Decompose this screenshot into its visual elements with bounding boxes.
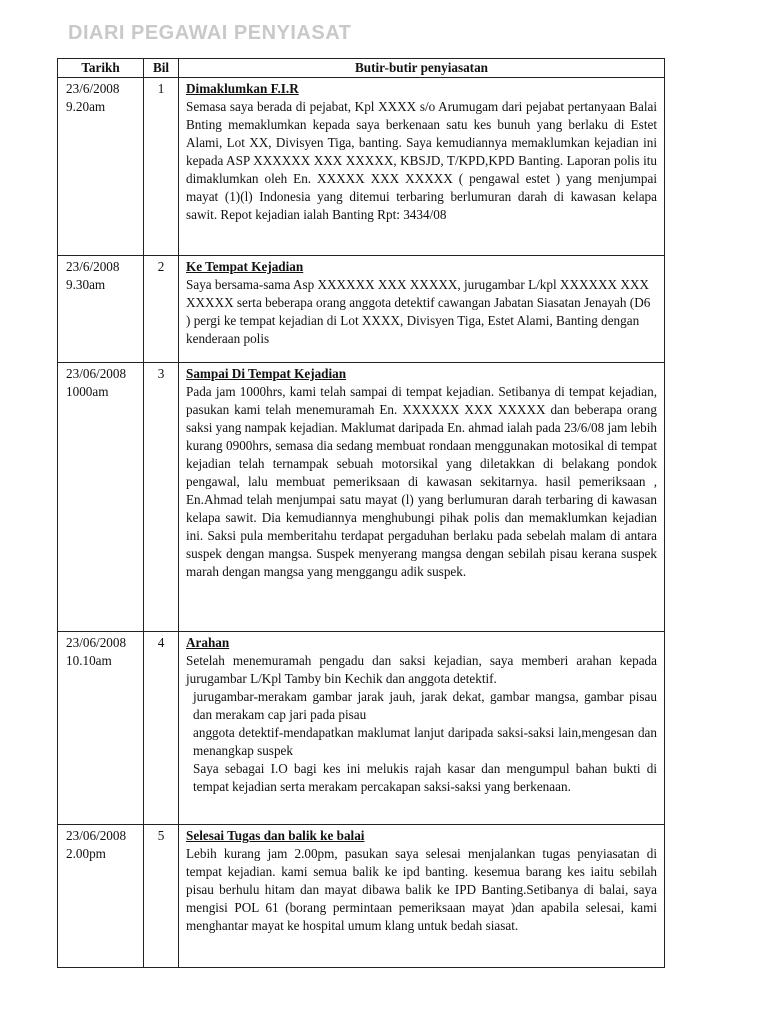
entry-time: 1000am [66, 384, 109, 399]
entry-title: Sampai Di Tempat Kejadian [186, 366, 347, 381]
entry-title: Ke Tempat Kejadian [186, 259, 304, 274]
header-date: Tarikh [58, 59, 144, 78]
entry-date: 23/6/2008 [66, 259, 120, 274]
header-details: Butir-butir penyiasatan [179, 59, 665, 78]
header-bil: Bil [144, 59, 179, 78]
details-cell [179, 825, 665, 968]
entry-paragraph: Pada jam 1000hrs, kami telah sampai di tempat kejadian. Setibanya di tempat kejadian, pasukan kami telah menemuramah En. XXXXXX XXX XXXXX dan beberapa orang saksi yang nampak kejadian. Maklumat daripada En. ahmad ialah pada 23/6/08 jam lebih kurang 0900hrs, semasa dia sedang membuat rondaan menggunakan motosikal di tempat kejadian telah ternampak sebuah motorsikal yang diletakkan di belakang pondok pengawal, lalu membuat pemeriksaan di kawasan sekitarnya. hasil pemeriksaan , En.Ahmad telah menjumpai satu mayat (l) yang berlumuran darah terbaring di kawasan kelapa sawit. Dia kemudiannya menghubungi pihak polis dan memaklumkan kejadian ini. Saksi pula memberitahu terdapat pergaduhan berlaku pada sebelah malam di antara suspek dengan mangsa. Suspek menyerang mangsa dengan sebilah pisau kerana suspek marah dengan mangsa yang menggangu adik suspek. [186, 384, 657, 579]
page-title: DIARI PEGAWAI PENYIASAT [68, 22, 352, 44]
table-row [58, 632, 665, 825]
entry-number: 2 [144, 256, 179, 363]
table-row [58, 825, 665, 968]
date-cell [58, 632, 144, 825]
details-cell [179, 632, 665, 825]
entry-time: 10.10am [66, 653, 112, 668]
entry-paragraph: anggota detektif-mendapatkan maklumat lanjut daripada saksi-saksi lain,mengesan dan menangkap suspek [193, 725, 657, 758]
entry-paragraph: Semasa saya berada di pejabat, Kpl XXXX s/o Arumugam dari pejabat pertanyaan Balai Bnting memaklumkan kepada saya berkenaan satu kes bunuh yang berlaku di Estet Alami, Lot XX, Divisyen Tiga, banting. Saya kemudiannya memaklumkan kejadian ini kepada ASP XXXXXX XXX XXXXX, KBSJD, T/KPD,KPD Banting. Laporan polis itu dimaklumkan oleh En. XXXXX XXX XXXXX ( pengawal estet ) yang menjumpai mayat (1)(l) Indonesia yang ditemui terbaring berlumuran darah di kawasan kelapa sawit. Repot kejadian ialah Banting Rpt: 3434/08 [186, 99, 657, 222]
entry-paragraph: Saya sebagai I.O bagi kes ini melukis rajah kasar dan mengumpul bahan bukti di tempat kejadian serta merakam percakapan saksi-saksi yang berkenaan. [193, 761, 657, 794]
entry-date: 23/06/2008 [66, 635, 127, 650]
details-cell [179, 256, 665, 363]
date-cell [58, 363, 144, 632]
entry-paragraph: jurugambar-merakam gambar jarak jauh, jarak dekat, gambar mangsa, gambar pisau dan merakam cap jari pada pisau [193, 689, 657, 722]
entry-title: Arahan [186, 635, 230, 650]
entry-date: 23/06/2008 [66, 366, 127, 381]
entry-paragraph: Saya bersama-sama Asp XXXXXX XXX XXXXX, jurugambar L/kpl XXXXXX XXX XXXXX serta beberapa orang anggota detektif cawangan Jabatan Siasatan Jenayah (D6 ) pergi ke tempat kejadian di Lot XXXX, Divisyen Tiga, Estet Alami, Banting dengan kenderaan polis [186, 277, 651, 346]
entry-paragraph: Lebih kurang jam 2.00pm, pasukan saya selesai menjalankan tugas penyiasatan di tempat kejadian. kami semua balik ke ipd banting. kesemua barang kes iaitu sebilah pisau berhulu hitam dan mayat dibawa balik ke IPD Banting.Setibanya di balai, saya mengisi POL 61 (borang permintaan pemeriksaan mayat )dan apabila selesai, kami menghantar mayat ke hospital umum klang untuk bedah siasat. [186, 846, 657, 933]
entry-number: 1 [144, 78, 179, 256]
entry-number: 5 [144, 825, 179, 968]
entry-paragraph: Setelah menemuramah pengadu dan saksi kejadian, saya memberi arahan kepada jurugambar L/Kpl Tamby bin Kechik dan anggota detektif. [186, 653, 657, 686]
details-cell [179, 363, 665, 632]
table-row [58, 363, 665, 632]
table-header-row [58, 59, 665, 78]
entry-number: 3 [144, 363, 179, 632]
entry-time: 9.30am [66, 277, 106, 292]
entry-date: 23/6/2008 [66, 81, 120, 96]
details-cell [179, 78, 665, 256]
table-row [58, 256, 665, 363]
entry-time: 9.20am [66, 99, 106, 114]
entry-number: 4 [144, 632, 179, 825]
entry-date: 23/06/2008 [66, 828, 127, 843]
entry-time: 2.00pm [66, 846, 106, 861]
date-cell [58, 256, 144, 363]
table-row [58, 78, 665, 256]
investigation-diary-table [57, 58, 665, 968]
entry-title: Dimaklumkan F.I.R [186, 81, 299, 96]
date-cell [58, 78, 144, 256]
entry-title: Selesai Tugas dan balik ke balai [186, 828, 365, 843]
date-cell [58, 825, 144, 968]
